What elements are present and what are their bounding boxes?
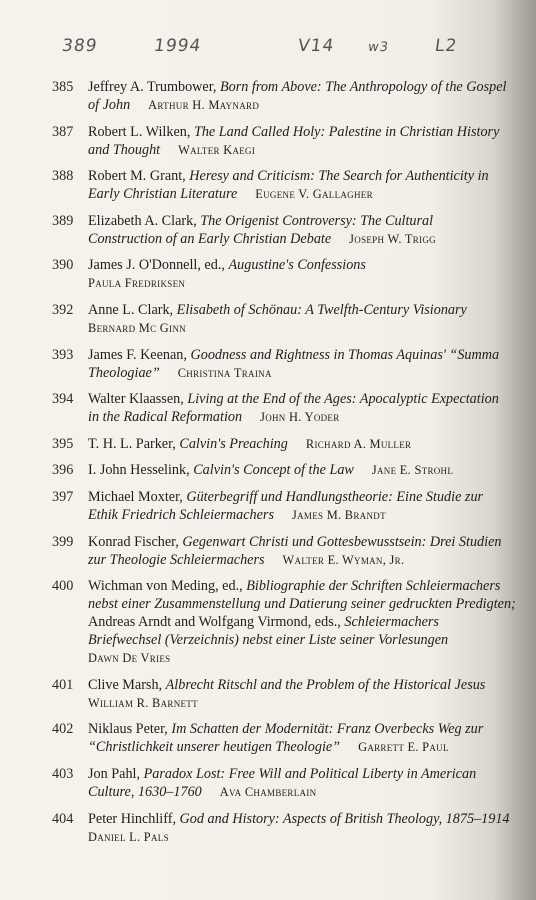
citation-line xyxy=(88,613,516,631)
book-author: Anne L. Clark, xyxy=(88,301,177,318)
book-author: I. John Hesselink, xyxy=(88,462,194,479)
book-title: Calvin's Preaching xyxy=(179,435,288,452)
citation-line xyxy=(88,141,512,159)
page-number: 392 xyxy=(52,301,74,318)
reviewer-name: Bernard Mc Ginn xyxy=(88,320,186,335)
review-list xyxy=(52,78,516,854)
reviewer-name: Garrett E. Paul xyxy=(358,740,449,755)
citation xyxy=(88,390,512,426)
book-title: “Christlichkeit unserer heutigen Theologie” xyxy=(88,739,341,756)
book-title: Goodness and Rightness in Thomas Aquinas' “Summa xyxy=(190,346,500,363)
book-author: Niklaus Peter, xyxy=(88,721,172,738)
book-title: God and History: Aspects of British Theology, 1875–1914 xyxy=(179,810,510,827)
citation-line xyxy=(88,577,516,595)
review-entry xyxy=(52,676,512,712)
page-number: 388 xyxy=(52,168,74,185)
citation-line xyxy=(88,738,512,756)
citation xyxy=(88,810,512,846)
citation xyxy=(88,435,512,453)
handwritten-volume: V14 xyxy=(296,36,336,56)
citation-line xyxy=(88,346,512,364)
review-entry xyxy=(52,301,512,337)
citation xyxy=(88,488,512,524)
page-number: 390 xyxy=(52,257,74,274)
book-title: in the Radical Reformation xyxy=(88,409,243,426)
citation-line xyxy=(88,364,512,382)
review-entry xyxy=(52,346,512,382)
citation-line xyxy=(88,96,512,114)
citation xyxy=(88,301,512,337)
review-entry xyxy=(52,765,512,801)
citation xyxy=(88,676,512,712)
review-entry xyxy=(52,123,512,159)
review-entry xyxy=(52,720,512,756)
reviewer-name: Walter Kaegi xyxy=(178,142,256,157)
review-entry xyxy=(52,390,512,426)
citation-line xyxy=(88,551,512,569)
citation xyxy=(88,256,512,292)
review-entry xyxy=(52,577,516,667)
review-entry xyxy=(52,533,512,569)
citation-line xyxy=(88,123,512,141)
reviewer-name: Arthur H. Maynard xyxy=(148,98,260,112)
book-title: Bibliographie der Schriften Schleiermachers xyxy=(246,578,501,595)
book-author: James J. O'Donnell, ed., xyxy=(88,257,229,274)
citation-line xyxy=(88,488,512,506)
page-number: 401 xyxy=(52,676,74,693)
citation-line xyxy=(88,435,512,453)
page-number: 402 xyxy=(52,721,74,738)
book-author: Peter Hinchliff, xyxy=(88,810,180,827)
citation-line xyxy=(88,212,512,230)
review-entry xyxy=(52,78,512,114)
book-title: The Origenist Controversy: The Cultural xyxy=(200,212,434,229)
reviewer-name: Jane E. Strohl xyxy=(371,463,454,478)
citation-line xyxy=(88,649,516,667)
citation xyxy=(88,167,512,203)
citation xyxy=(88,78,512,114)
citation-line xyxy=(88,408,512,426)
book-author: Robert L. Wilken, xyxy=(88,123,194,140)
citation-line xyxy=(88,256,512,274)
book-author: James F. Keenan, xyxy=(88,346,191,363)
citation xyxy=(88,212,512,248)
citation-line xyxy=(88,78,512,96)
citation xyxy=(88,461,512,479)
book-title: Elisabeth of Schönau: A Twelfth-Century Visionary xyxy=(176,301,467,318)
citation-line xyxy=(88,810,512,828)
book-title: Living at the End of the Ages: Apocalyptic Expectation xyxy=(187,391,499,408)
review-entry xyxy=(52,435,512,453)
citation-line xyxy=(88,506,512,524)
book-title: zur Theologie Schleiermachers xyxy=(88,551,265,568)
citation-line xyxy=(88,319,512,337)
citation xyxy=(88,765,512,801)
page-number: 394 xyxy=(52,391,74,408)
page-number: 393 xyxy=(52,346,74,363)
page-number: 399 xyxy=(52,533,74,550)
book-author: Clive Marsh, xyxy=(88,676,166,693)
citation-line xyxy=(88,461,512,479)
page-number: 387 xyxy=(52,123,74,140)
reviewer-name: Christina Traina xyxy=(177,365,272,380)
citation xyxy=(88,577,516,667)
page-number: 404 xyxy=(52,810,74,827)
reviewer-name: Paula Fredriksen xyxy=(88,276,186,291)
citation-line xyxy=(88,631,516,649)
page-number: 389 xyxy=(52,212,74,229)
book-title: and Thought xyxy=(88,141,161,158)
book-title: Construction of an Early Christian Debate xyxy=(88,230,332,247)
page-number: 397 xyxy=(52,488,74,505)
citation-line xyxy=(88,230,512,248)
page-number: 395 xyxy=(52,435,74,452)
book-title: Ethik Friedrich Schleiermachers xyxy=(88,506,274,523)
book-title: Im Schatten der Modernität: Franz Overbecks Weg zur xyxy=(171,721,484,738)
book-title: of John xyxy=(88,97,131,113)
book-title: Theologiae” xyxy=(88,364,160,381)
reviewer-name: John H. Yoder xyxy=(260,410,340,425)
review-entry xyxy=(52,167,512,203)
citation-line xyxy=(88,390,512,408)
citation-line xyxy=(88,301,512,319)
page-number: 396 xyxy=(52,462,74,479)
book-title: Heresy and Criticism: The Search for Authenticity in xyxy=(189,168,489,185)
citation-line xyxy=(88,595,516,613)
citation-line xyxy=(88,694,512,712)
reviewer-name: Dawn De Vries xyxy=(88,651,171,666)
book-title: Early Christian Literature xyxy=(88,186,238,203)
citation xyxy=(88,123,512,159)
book-title: Schleiermachers xyxy=(344,614,439,631)
book-author: Michael Moxter, xyxy=(88,488,187,505)
handwritten-page-number: 389 xyxy=(60,36,99,56)
book-title: Güterbegriff und Handlungstheorie: Eine Studie zur xyxy=(186,488,484,505)
handwritten-annotation xyxy=(62,28,482,68)
reviewer-name: Daniel L. Pals xyxy=(88,829,169,844)
handwritten-code: L2 xyxy=(433,36,459,56)
book-author: Andreas Arndt and Wolfgang Virmond, eds., xyxy=(88,614,345,631)
reviewer-name: William R. Barnett xyxy=(88,695,198,710)
review-entry xyxy=(52,212,512,248)
citation-line xyxy=(88,676,512,694)
book-author: Walter Klaassen, xyxy=(88,391,188,408)
reviewer-name: Ava Chamberlain xyxy=(219,784,317,799)
reviewer-name: Walter E. Wyman, Jr. xyxy=(282,552,405,567)
citation-line xyxy=(88,828,512,846)
review-entry xyxy=(52,810,512,846)
book-author: Jon Pahl, xyxy=(88,765,144,782)
book-title: Gegenwart Christi und Gottesbewusstsein: Drei Studien xyxy=(182,533,502,550)
book-author: T. H. L. Parker, xyxy=(88,435,180,452)
citation-line xyxy=(88,185,512,203)
book-title: Calvin's Concept of the Law xyxy=(193,462,354,479)
citation-line xyxy=(88,783,512,801)
handwritten-issue: w3 xyxy=(366,40,390,55)
page-number: 403 xyxy=(52,765,74,782)
book-title: Briefwechsel (Verzeichnis) nebst einer Liste seiner Vorlesungen xyxy=(88,632,449,649)
handwritten-year: 1994 xyxy=(152,36,203,56)
reviewer-name: James M. Brandt xyxy=(291,507,386,522)
book-author: Wichman von Meding, ed., xyxy=(88,578,247,595)
citation-line xyxy=(88,533,512,551)
book-author: Konrad Fischer, xyxy=(88,533,183,550)
book-author: Jeffrey A. Trumbower, xyxy=(88,79,220,95)
citation xyxy=(88,720,512,756)
reviewer-name: Joseph W. Trigg xyxy=(349,231,436,246)
book-title: Paradox Lost: Free Will and Political Liberty in American xyxy=(143,765,477,782)
book-author: Elizabeth A. Clark, xyxy=(88,212,201,229)
citation-line xyxy=(88,274,512,292)
book-title: Born from Above: The Anthropology of the Gospel xyxy=(219,79,507,95)
reviewer-name: Richard A. Muller xyxy=(305,436,412,451)
page-number: 400 xyxy=(52,578,74,595)
book-title: Culture, 1630–1760 xyxy=(88,783,202,800)
book-author: Robert M. Grant, xyxy=(88,168,190,185)
citation xyxy=(88,346,512,382)
citation xyxy=(88,533,512,569)
review-entry xyxy=(52,461,512,479)
citation-line xyxy=(88,167,512,185)
book-title: Albrecht Ritschl and the Problem of the Historical Jesus xyxy=(165,676,486,693)
book-title: Augustine's Confessions xyxy=(228,257,366,274)
book-title: nebst einer Zusammenstellung und Datierung seiner gedruckten Predigten; xyxy=(88,596,516,613)
review-entry xyxy=(52,256,512,292)
book-title: The Land Called Holy: Palestine in Christian History xyxy=(193,123,500,140)
citation-line xyxy=(88,765,512,783)
citation-line xyxy=(88,720,512,738)
review-entry xyxy=(52,488,512,524)
reviewer-name: Eugene V. Gallagher xyxy=(255,187,373,202)
page-number: 385 xyxy=(52,79,74,95)
